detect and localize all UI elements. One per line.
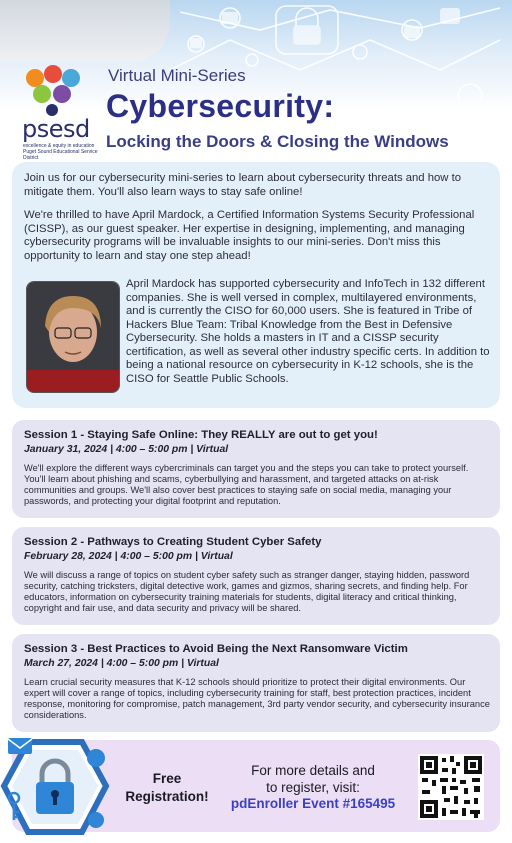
envelope-icon xyxy=(8,738,32,754)
page-subtitle: Locking the Doors & Closing the Windows xyxy=(106,132,449,151)
event-link[interactable]: pdEnroller Event #165495 xyxy=(230,796,396,811)
header-banner xyxy=(0,0,512,160)
speaker-paragraph: We're thrilled to have April Mardock, a Certified Information Systems Security Professional (CISSP), as our guest speaker. Her expertise in designing, implementing, and managing cybersecurity programs will be invaluable insights to our mini-series. Don't miss this opportunity to learn and stay one step ahead! xyxy=(24,209,475,262)
session-card-1 xyxy=(12,420,500,518)
details-text: For more details and to register, visit: xyxy=(251,763,375,795)
speaker-photo xyxy=(26,281,120,393)
qr-code-icon[interactable] xyxy=(418,754,484,820)
session-title: Session 2 - Pathways to Creating Student Cyber Safety xyxy=(24,536,322,548)
speaker-bio: April Mardock has supported cybersecurity and InfoTech in 132 different companies. She is well versed in complex, multilayered environments, and is currently the CISO for 60,000 users. She is featured in Tribe of Hackers Blue Team: Tribal Knowledge from the Best in Defensive Cybersecurity. She holds a masters in IT and a CISSP security certification, as well as several other industry specific certs. In addition to being a national resource on cybersecurity in K-12 schools, she is the CISO for Seattle Public Schools. xyxy=(126,278,490,385)
page-title: Cybersecurity: xyxy=(106,88,335,124)
logo-wordmark: psesd xyxy=(22,115,90,143)
session-title: Session 3 - Best Practices to Avoid Being the Next Ransomware Victim xyxy=(24,643,408,655)
series-label: Virtual Mini-Series xyxy=(108,66,246,85)
logo-tagline: excellence & equity in education Puget Sound Educational Service District xyxy=(23,143,98,160)
intro-paragraph: Join us for our cybersecurity mini-series to learn about cybersecurity threats and how to mitigate them. You'll also learn ways to stay safe online! xyxy=(24,172,462,198)
intro-panel xyxy=(12,162,500,408)
session-date: January 31, 2024 | 4:00 – 5:00 pm | Virtual xyxy=(24,444,229,455)
session-description: We'll explore the different ways cybercriminals can target you and the steps you can take to protect yourself. You'll learn about phishing and scams, cyberbullying and harassment, and targeted attacks on at-risk communities and groups. We'll also cover best practices to staying safe on social media, managing your passwords, and protecting your digital footprint and reputation. xyxy=(24,463,469,506)
session-date: February 28, 2024 | 4:00 – 5:00 pm | Virtual xyxy=(24,551,233,562)
session-title: Session 1 - Staying Safe Online: They REALLY are out to get you! xyxy=(24,429,378,441)
session-card-2 xyxy=(12,527,500,625)
free-registration-label: Free Registration! xyxy=(125,771,209,804)
session-date: March 27, 2024 | 4:00 – 5:00 pm | Virtual xyxy=(24,658,219,669)
session-description: We will discuss a range of topics on student cyber safety such as stranger danger, staying hidden, password security, catching tricksters, digital detective work, games and gizmos, sharing secrets, and finding help. For educators, information on cybersecurity training materials for students, digital literacy and critical thinking, copyright and fair use, and data security and privacy will be shared. xyxy=(24,570,470,613)
session-description: Learn crucial security measures that K-12 schools should prioritize to protect their digital environments. Our expert will cover a range of topics, including cybersecurity training for staff, best protection practices, incident response, monitoring for compromise, patch management, 3rd party vendor security, and cybersecurity insurance considerations. xyxy=(24,677,490,720)
psesd-logo-icon xyxy=(20,64,100,116)
session-card-3 xyxy=(12,634,500,732)
lock-icon xyxy=(0,736,110,840)
